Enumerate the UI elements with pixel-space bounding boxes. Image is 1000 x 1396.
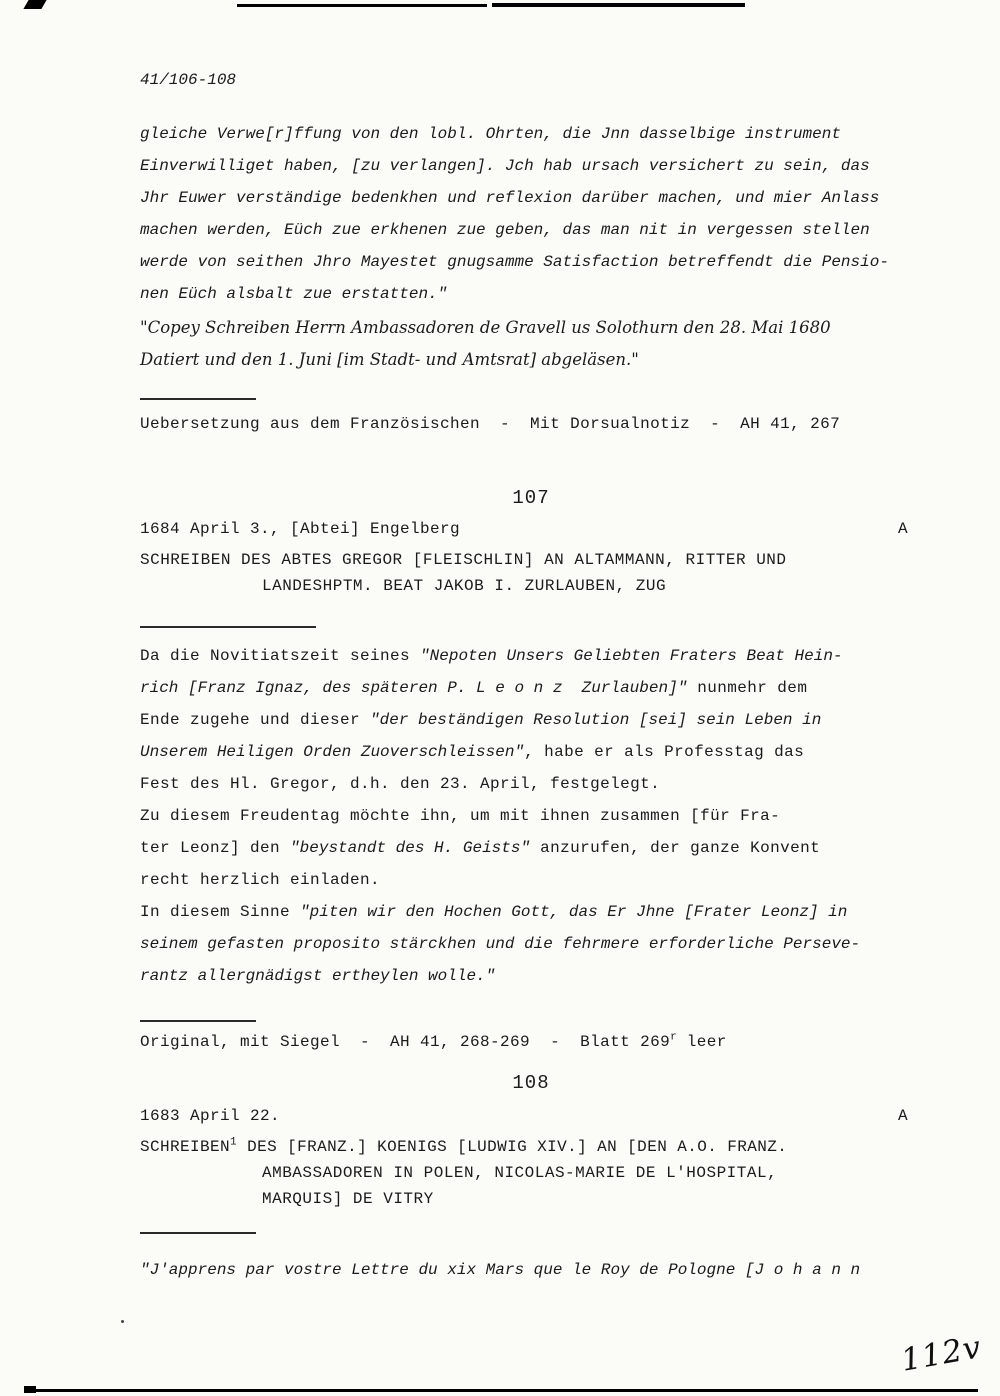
body-line: seinem gefasten proposito stärckhen und die fehrmere erforderliche Perseve- xyxy=(140,935,861,953)
divider xyxy=(140,1020,256,1022)
body-line: Unserem Heiligen Orden Zuoverschleissen", habe er als Professtag das xyxy=(140,743,805,761)
archive-reference: 41/106-108 xyxy=(140,71,237,89)
divider xyxy=(140,626,316,628)
body-line: rantz allergnädigst ertheylen wolle." xyxy=(140,967,496,985)
body-line: rich [Franz Ignaz, des späteren P. L e o n z Zurlauben]" nunmehr dem xyxy=(140,679,808,697)
quote-line: Einverwilliget haben, [zu verlangen]. Jch hab ursach versichert zu sein, das xyxy=(140,157,870,175)
entry-107-date: 1684 April 3., [Abtei] Engelberg xyxy=(140,520,461,538)
entry-108-title xyxy=(140,1134,922,1212)
entry-107-date-row xyxy=(140,513,922,545)
entry-107-source-note: Original, mit Siegel - AH 41, 268-269 - Blatt 269$^r$ leer xyxy=(140,1031,727,1051)
body-line: ter Leonz] den "beystandt des H. Geists" anzurufen, der ganze Konvent xyxy=(140,839,821,857)
body-line: Zu diesem Freudentag möchte ihn, um mit ihnen zusammen [für Fra- xyxy=(140,807,781,825)
quote-line: machen werden, Eüch zue erkhenen zue geben, das man nit in vergessen stellen xyxy=(140,221,870,239)
scan-artifact-dot xyxy=(121,1320,124,1323)
quote-line: gleiche Verwe[r]ffung von den lobl. Ohrten, die Jnn dasselbige instrument xyxy=(140,125,841,143)
entry-107-body xyxy=(140,640,922,992)
quote-line: werde von seithen Jhro Mayestet gnugsamme Satisfaction betreffendt die Pensio- xyxy=(140,253,889,271)
entry-107-archive-letter: A xyxy=(897,520,908,538)
body-line: recht herzlich einladen. xyxy=(140,871,381,889)
entry-107-number: 107 xyxy=(512,487,550,509)
handwritten-folio-number: 112v xyxy=(898,1329,985,1379)
quote-line: nen Eüch alsbalt zue erstatten." xyxy=(140,285,448,303)
body-line: Fest des Hl. Gregor, d.h. den 23. April, festgelegt. xyxy=(140,775,661,793)
quote-line: Jhr Euwer verständige bedenkhen und reflexion darüber machen, und mier Anlass xyxy=(140,189,880,207)
copey-line: Datiert und den 1. Juni [im Stadt- und Amtsrat] abgeläsen." xyxy=(140,350,639,369)
entry-108-title-line3: MARQUIS] DE VITRY xyxy=(262,1190,434,1208)
prev-entry-source-note: Uebersetzung aus dem Französischen - Mit Dorsualnotiz - AH 41, 267 xyxy=(140,415,841,433)
entry-108-date: 1683 April 22. xyxy=(140,1107,281,1125)
entry-107-title-line2: LANDESHPTM. BEAT JAKOB I. ZURLAUBEN, ZUG xyxy=(262,577,667,595)
entry-108-title-line2: AMBASSADOREN IN POLEN, NICOLAS-MARIE DE L'HOSPITAL, xyxy=(262,1164,778,1182)
entry-108-title-line1: SCHREIBEN$^1$ DES [FRANZ.] KOENIGS [LUDWIG XIV.] AN [DEN A.O. FRANZ. xyxy=(140,1136,788,1156)
entry-108-excerpt: "J'apprens par vostre Lettre du xix Mars que le Roy de Pologne [J o h a n n xyxy=(140,1261,861,1279)
divider xyxy=(140,398,256,400)
body-line: In diesem Sinne "piten wir den Hochen Gott, das Er Jhne [Frater Leonz] in xyxy=(140,903,848,921)
body-line: Da die Novitiatszeit seines "Nepoten Unsers Geliebten Fraters Beat Hein- xyxy=(140,647,843,665)
entry-107-title xyxy=(140,547,922,599)
entry-108-date-row xyxy=(140,1100,922,1132)
prev-entry-quote xyxy=(140,118,922,310)
entry-108-number: 108 xyxy=(512,1072,550,1094)
divider xyxy=(140,1232,256,1234)
entry-108-archive-letter: A xyxy=(897,1107,908,1125)
body-line: Ende zugehe und dieser "der beständigen Resolution [sei] sein Leben in xyxy=(140,711,822,729)
prev-entry-copey-note xyxy=(140,312,922,376)
copey-line: "Copey Schreiben Herrn Ambassadoren de Gravell us Solothurn den 28. Mai 1680 xyxy=(140,318,831,337)
entry-107-title-line1: SCHREIBEN DES ABTES GREGOR [FLEISCHLIN] AN ALTAMMANN, RITTER UND xyxy=(140,551,787,569)
